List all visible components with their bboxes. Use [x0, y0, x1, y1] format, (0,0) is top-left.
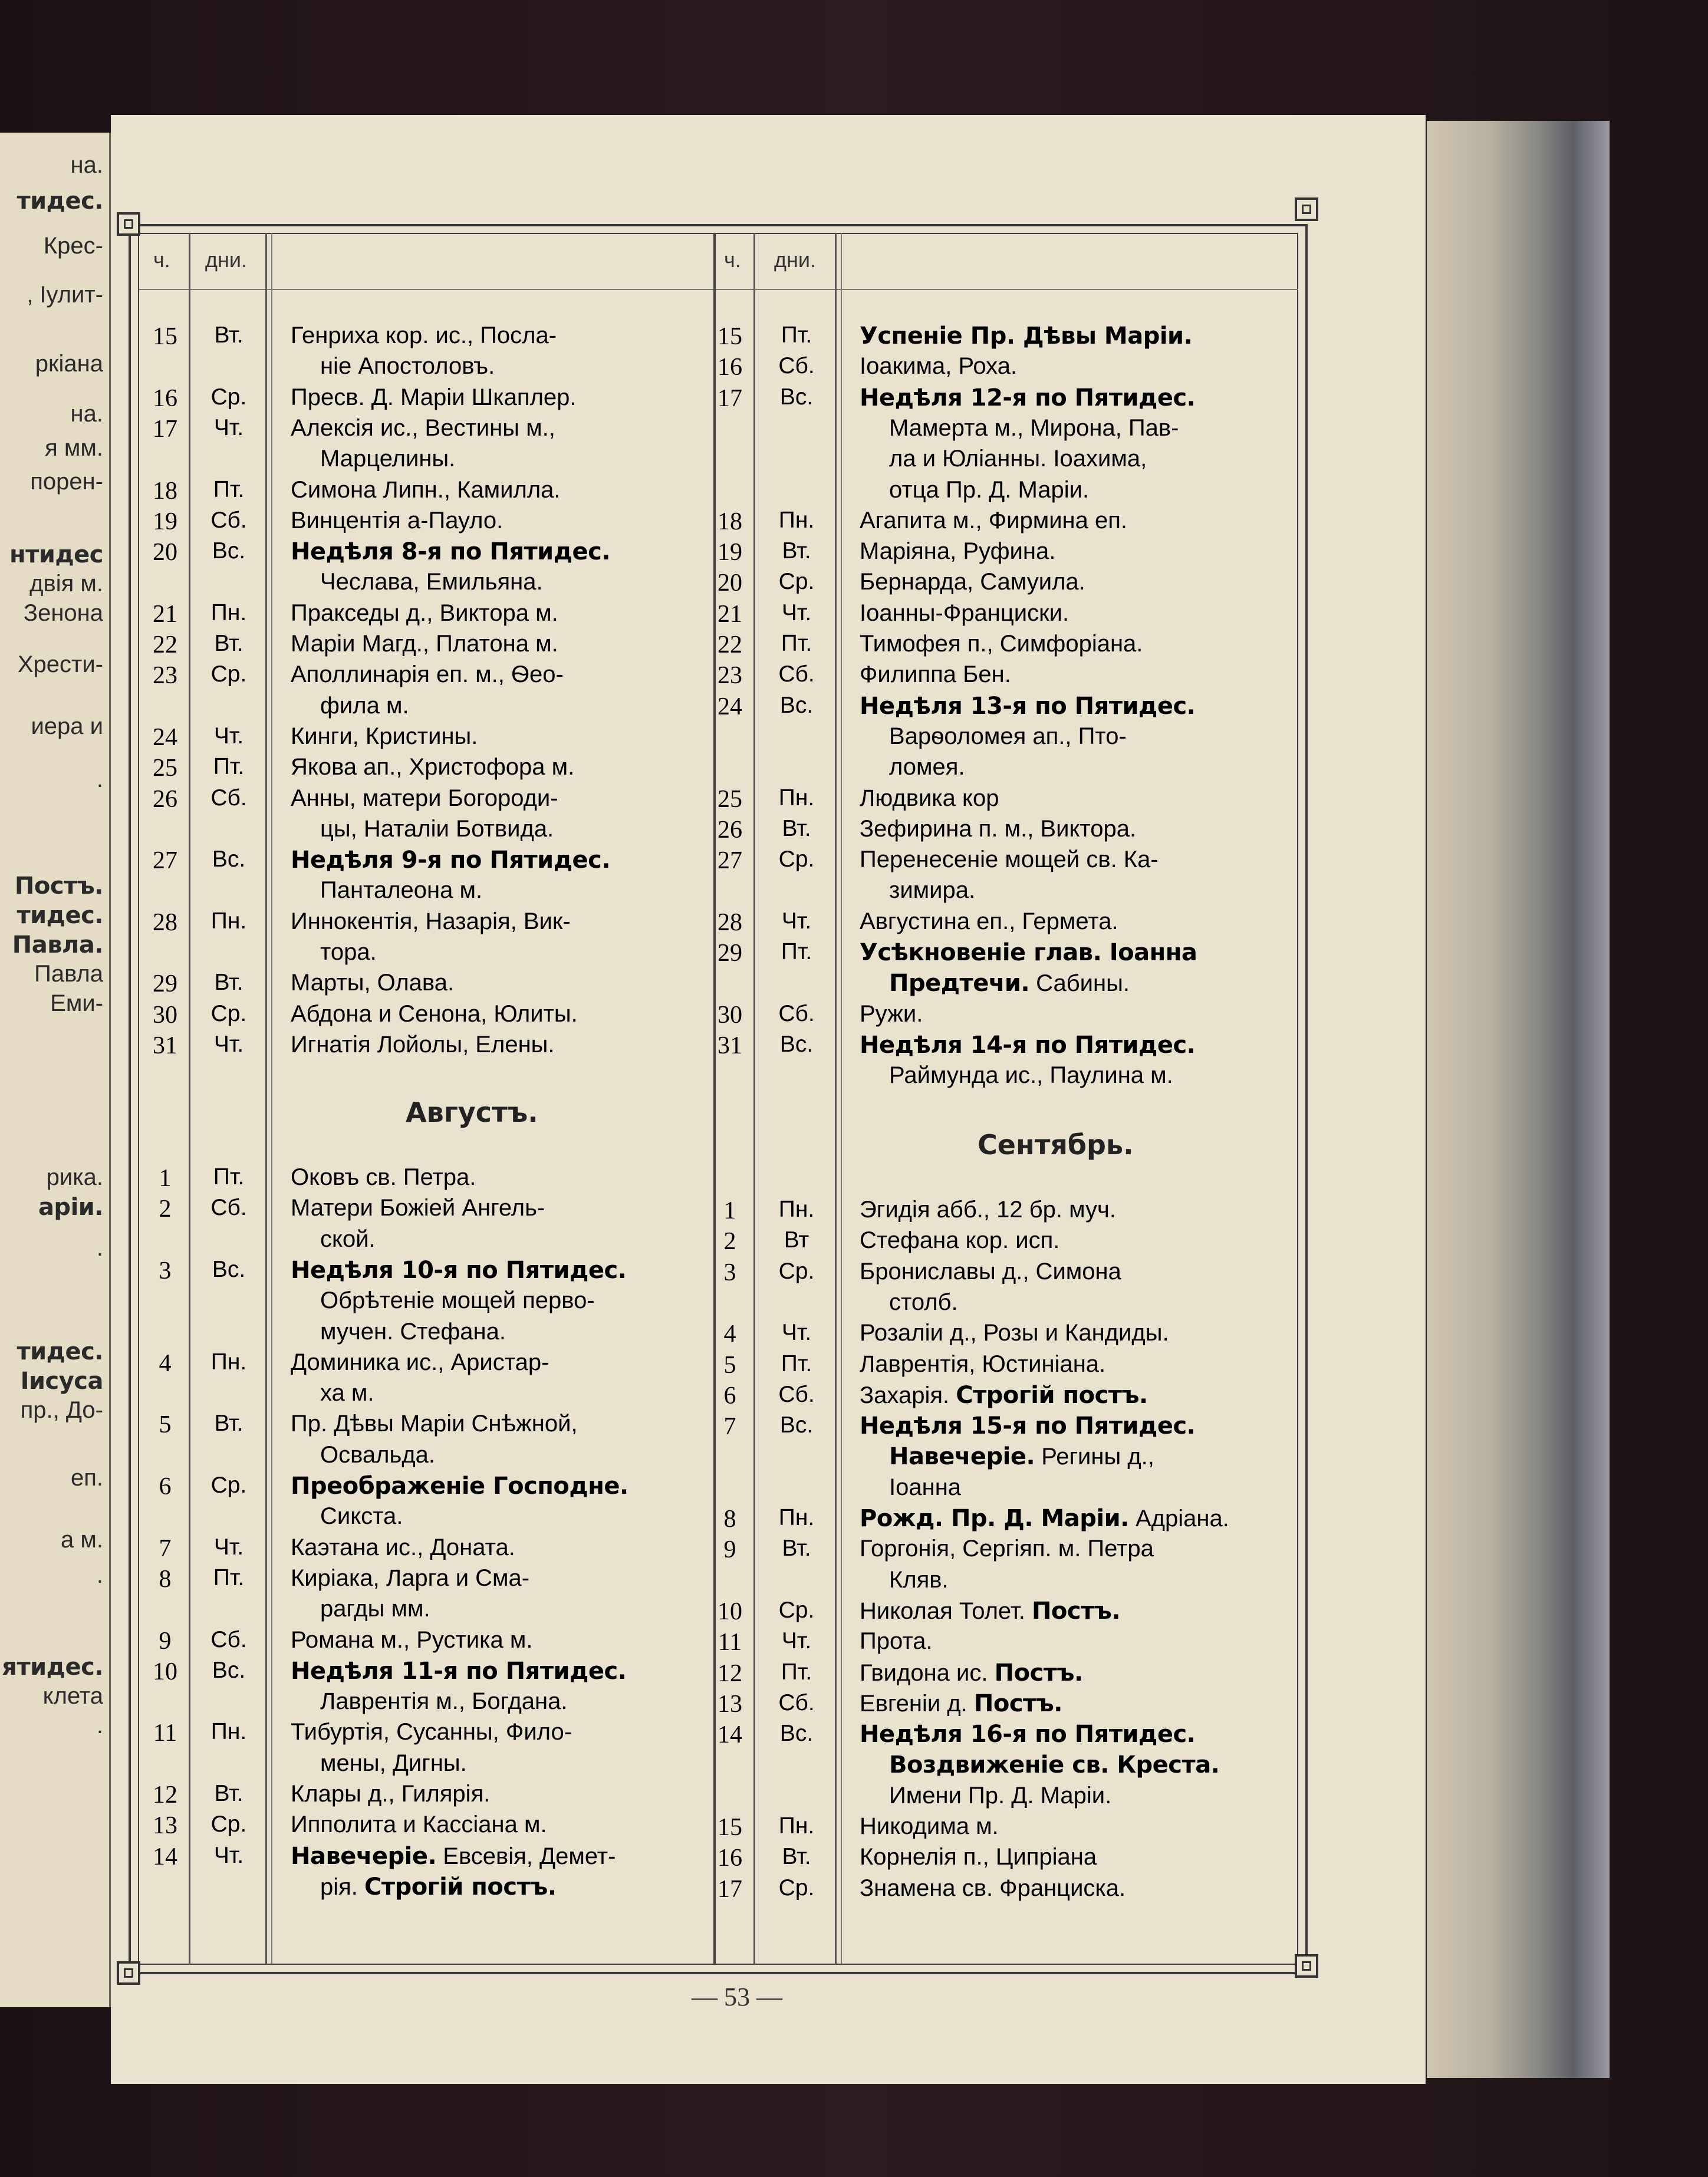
col-sep: [753, 233, 755, 1964]
saint-entry: Генриха кор. ис., Посла-: [291, 322, 557, 348]
saint-entry: Горгонія, Сергіяп. м. Петра: [860, 1536, 1154, 1562]
weekday: Пн.: [210, 908, 247, 934]
saint-entry: Рожд. Пр. Д. Маріи. Адріана.: [860, 1505, 1229, 1532]
saint-entry: Успеніе Пр. Дѣвы Маріи.: [860, 322, 1193, 350]
day-number: 11: [718, 1629, 742, 1656]
saint-entry: Преображеніе Господне.: [291, 1473, 628, 1500]
frame-bottom: [129, 1972, 1308, 1974]
weekday: Вт.: [782, 1536, 811, 1562]
saint-entry: Доминика ис., Аристар-: [291, 1349, 549, 1375]
corner-ornament: [117, 212, 140, 236]
day-number: 22: [718, 631, 742, 658]
left-page-text: , Іулит-: [27, 282, 103, 308]
weekday: Вс.: [779, 1412, 814, 1438]
corner-ornament: [1295, 1954, 1318, 1978]
day-number: 3: [159, 1257, 172, 1285]
saint-entry: Бернарда, Самуила.: [860, 569, 1085, 595]
day-number: 29: [718, 940, 742, 967]
saint-entry: Пресв. Д. Маріи Шкаплер.: [291, 384, 577, 410]
saint-entry: Недѣля 12-я по Пятидес.: [860, 384, 1196, 411]
weekday: Чт.: [213, 414, 244, 440]
saint-entry: мучен. Стефана.: [320, 1318, 506, 1345]
weekday: Вт.: [782, 1844, 811, 1870]
left-page-text: клета: [42, 1683, 103, 1709]
left-page-text: Павла.: [12, 931, 103, 959]
saint-entry: Тимофея п., Симфоріана.: [860, 631, 1143, 657]
saint-entry: ломея.: [889, 754, 965, 780]
weekday: Вт.: [214, 970, 243, 996]
day-number: 27: [153, 847, 177, 875]
weekday: Сб.: [778, 661, 815, 687]
saint-entry: Никодима м.: [860, 1813, 999, 1839]
saint-entry: цы, Наталіи Ботвида.: [320, 815, 554, 842]
day-number: 6: [159, 1473, 172, 1500]
page-edges: [1427, 121, 1610, 2078]
weekday: Пн.: [778, 507, 815, 533]
col-sep: [841, 233, 842, 1964]
day-number: 24: [718, 693, 742, 720]
saint-entry: Филиппа Бен.: [860, 661, 1011, 688]
corner-ornament: [117, 1961, 140, 1985]
weekday: Пн.: [210, 1719, 247, 1745]
month-september: Сентябрь.: [978, 1129, 1134, 1161]
weekday: Пн.: [778, 1197, 815, 1222]
saint-entry: Евгеніи д. Постъ.: [860, 1689, 1062, 1717]
weekday: Вс.: [779, 1721, 814, 1747]
weekday: Пт.: [781, 939, 812, 964]
weekday: Вт: [784, 1227, 809, 1253]
left-page-text: еп.: [70, 1465, 103, 1491]
saint-entry: Симона Липн., Камилла.: [291, 476, 561, 503]
col-sep: [835, 233, 837, 1964]
left-page-text: а м.: [61, 1527, 103, 1553]
saint-entry: Іоанны-Франциски.: [860, 600, 1069, 626]
header-line: [139, 289, 1298, 290]
saint-entry: Кинги, Кристины.: [291, 723, 478, 749]
left-page-text: .: [96, 1235, 103, 1261]
saint-entry: ха м.: [320, 1380, 374, 1407]
day-number: 26: [153, 785, 177, 813]
day-number: 14: [718, 1721, 742, 1749]
saint-entry: Марцелины.: [320, 446, 456, 472]
weekday: Вт.: [782, 815, 811, 841]
weekday: Вс.: [212, 847, 246, 872]
saint-entry: Стефана кор. исп.: [860, 1227, 1060, 1254]
left-page-text: нтидес: [9, 541, 103, 568]
weekday: Вс.: [779, 692, 814, 718]
weekday: Вт.: [214, 1781, 243, 1806]
weekday: Ср.: [210, 384, 247, 410]
corner-ornament: [1295, 197, 1318, 221]
day-number: 6: [723, 1382, 736, 1409]
weekday: Вт.: [214, 631, 243, 656]
left-page-text: иера и: [31, 713, 103, 739]
weekday: Пт.: [213, 476, 245, 502]
left-page-text: Хрести-: [17, 651, 103, 677]
saint-entry: мены, Дигны.: [320, 1750, 467, 1776]
left-page-text: .: [96, 766, 103, 792]
saint-entry: Усѣкновеніе глав. Іоанна: [860, 939, 1197, 966]
day-number: 23: [153, 662, 177, 690]
saint-entry: Навечеріе. Регины д.,: [889, 1443, 1154, 1471]
day-number: 21: [718, 600, 742, 628]
month-august: Августъ.: [406, 1096, 538, 1128]
saint-entry: Марты, Олава.: [291, 970, 455, 996]
frame-left: [129, 224, 131, 1975]
saint-entry: Брониславы д., Симона: [860, 1258, 1121, 1285]
saint-entry: зимира.: [889, 877, 976, 904]
day-number: 12: [718, 1659, 742, 1687]
day-number: 4: [723, 1320, 736, 1348]
weekday: Ср.: [778, 1875, 815, 1901]
day-number: 20: [153, 539, 177, 567]
saint-entry: Зефирина п. м., Виктора.: [860, 815, 1137, 842]
day-number: 9: [723, 1536, 736, 1564]
weekday: Вт.: [214, 1411, 243, 1437]
weekday: Вс.: [779, 384, 814, 410]
saint-entry: Панталеона м.: [320, 877, 483, 904]
weekday: Вт.: [782, 538, 811, 564]
day-number: 13: [718, 1690, 742, 1718]
saint-entry: Лаврентія м., Богдана.: [320, 1688, 568, 1715]
weekday: Пт.: [213, 754, 245, 780]
weekday: Ср.: [210, 1000, 247, 1026]
left-page-text: аріи.: [38, 1194, 103, 1221]
day-number: 30: [153, 1001, 177, 1029]
saint-entry: Каэтана ис., Доната.: [291, 1534, 515, 1560]
weekday: Ср.: [210, 1473, 247, 1498]
col-sep: [271, 233, 272, 1964]
weekday: Сб.: [210, 507, 247, 533]
saint-entry: Перенесеніе мощей св. Ка-: [860, 847, 1159, 873]
saint-entry: Клары д., Гилярія.: [291, 1781, 491, 1807]
frame-inner-top: [138, 233, 1298, 234]
day-number: 25: [153, 755, 177, 782]
saint-entry: Обрѣтеніе мощей перво-: [320, 1287, 595, 1314]
day-number: 19: [153, 508, 177, 535]
day-number: 15: [153, 323, 177, 350]
day-number: 1: [159, 1165, 172, 1192]
bold-emphasis: Строгій постъ.: [956, 1381, 1148, 1409]
weekday: Сб.: [778, 1689, 815, 1715]
saint-entry: Пракседы д., Виктора м.: [291, 600, 558, 626]
bold-emphasis: Рожд. Пр. Д. Маріи.: [860, 1505, 1129, 1532]
saint-entry: Іоакима, Роха.: [860, 353, 1018, 380]
saint-entry: Николая Толет. Постъ.: [860, 1597, 1121, 1625]
day-number: 27: [718, 847, 742, 875]
weekday: Ср.: [210, 1812, 247, 1837]
day-number: 28: [153, 908, 177, 936]
saint-entry: Маріи Магд., Платона м.: [291, 631, 558, 657]
left-page-text: Павла: [34, 961, 103, 987]
day-number: 23: [718, 662, 742, 690]
day-number: 16: [153, 384, 177, 412]
day-number: 1: [723, 1197, 736, 1224]
day-number: 28: [718, 908, 742, 936]
day-number: 15: [718, 323, 742, 350]
saint-entry: Киріака, Ларга и Сма-: [291, 1565, 530, 1591]
weekday: Чт.: [213, 1031, 244, 1057]
left-page-text: я мм.: [45, 435, 103, 461]
weekday: Сб.: [210, 1195, 247, 1221]
saint-entry: ской.: [320, 1226, 376, 1252]
saint-entry: Ипполита и Кассіана м.: [291, 1812, 547, 1838]
header-day: дни.: [205, 248, 247, 272]
saint-entry: Освальда.: [320, 1441, 436, 1468]
weekday: Ср.: [210, 661, 247, 687]
left-page-text: на.: [70, 401, 103, 427]
saint-entry: Недѣля 15-я по Пятидес.: [860, 1412, 1196, 1440]
left-page-text: .: [96, 1562, 103, 1588]
day-number: 7: [159, 1534, 172, 1562]
saint-entry: Захарія. Строгій постъ.: [860, 1381, 1148, 1409]
saint-entry: Алексія ис., Вестины м.,: [291, 414, 555, 441]
left-page-text: Постъ.: [14, 872, 103, 900]
weekday: Вс.: [212, 1256, 246, 1282]
saint-entry: Чеслава, Емильяна.: [320, 569, 543, 595]
day-number: 7: [723, 1413, 736, 1441]
saint-entry: Игнатія Лойолы, Елены.: [291, 1031, 555, 1058]
weekday: Чт.: [781, 1628, 812, 1654]
weekday: Пн.: [210, 600, 247, 625]
saint-entry: Матери Божіей Ангель-: [291, 1195, 545, 1221]
saint-entry: Воздвиженіе св. Креста.: [889, 1751, 1220, 1779]
frame-top: [129, 224, 1308, 226]
saint-entry: Прота.: [860, 1628, 933, 1655]
bold-emphasis: Постъ.: [994, 1659, 1083, 1687]
left-page-text: рика.: [46, 1164, 103, 1190]
weekday: Чт.: [781, 1320, 812, 1346]
weekday: Пн.: [778, 1813, 815, 1839]
day-number: 20: [718, 569, 742, 597]
weekday: Ср.: [778, 569, 815, 595]
day-number: 12: [153, 1781, 177, 1809]
bold-emphasis: Постъ.: [1031, 1597, 1121, 1625]
weekday: Пт.: [213, 1164, 245, 1190]
weekday: Вт.: [214, 322, 243, 348]
day-number: 9: [159, 1627, 172, 1655]
day-number: 29: [153, 970, 177, 998]
page-number: — 53 —: [692, 1982, 782, 2011]
weekday: Сб.: [778, 353, 815, 379]
bold-emphasis: Предтечи.: [889, 970, 1030, 997]
saint-entry: Недѣля 11-я по Пятидес.: [291, 1657, 627, 1685]
header-day: дни.: [774, 248, 816, 272]
left-page-text: .: [96, 1712, 103, 1738]
saint-entry: Недѣля 10-я по Пятидес.: [291, 1256, 627, 1284]
day-number: 18: [718, 508, 742, 535]
saint-entry: Раймунда ис., Паулина м.: [889, 1062, 1173, 1089]
saint-entry: Агапита м., Фирмина еп.: [860, 507, 1128, 533]
day-number: 10: [718, 1598, 742, 1625]
weekday: Пн.: [778, 1505, 815, 1530]
day-number: 22: [153, 631, 177, 658]
saint-entry: Недѣля 16-я по Пятидес.: [860, 1721, 1196, 1748]
weekday: Чт.: [213, 1842, 244, 1868]
left-page-text: на.: [70, 152, 103, 178]
bold-emphasis: Строгій постъ.: [364, 1873, 557, 1901]
header-num: ч.: [724, 248, 741, 272]
day-number: 5: [723, 1351, 736, 1379]
saint-entry: Сикста.: [320, 1503, 403, 1530]
day-number: 17: [153, 415, 177, 443]
saint-entry: столб.: [889, 1289, 958, 1315]
weekday: Ср.: [778, 1597, 815, 1623]
day-number: 13: [153, 1812, 177, 1840]
saint-entry: Абдона и Сенона, Юлиты.: [291, 1000, 578, 1027]
saint-entry: Варѳоломея ап., Пто-: [889, 723, 1127, 749]
day-number: 17: [718, 384, 742, 412]
saint-entry: Имени Пр. Д. Маріи.: [889, 1782, 1112, 1809]
saint-entry: рагды мм.: [320, 1596, 430, 1622]
saint-entry: Предтечи. Сабины.: [889, 970, 1130, 997]
day-number: 16: [718, 1845, 742, 1872]
saint-entry: Недѣля 14-я по Пятидес.: [860, 1031, 1196, 1059]
col-sep: [189, 233, 190, 1964]
saint-entry: Недѣля 8-я по Пятидес.: [291, 538, 611, 566]
weekday: Сб.: [210, 1626, 247, 1652]
day-number: 15: [718, 1814, 742, 1841]
day-number: 11: [153, 1720, 177, 1747]
day-number: 10: [153, 1658, 177, 1685]
weekday: Пт.: [781, 631, 812, 656]
saint-entry: Іоанна: [889, 1474, 962, 1500]
saint-entry: Навечеріе. Евсевія, Демет-: [291, 1842, 616, 1870]
col-sep: [265, 233, 267, 1964]
weekday: Сб.: [778, 1000, 815, 1026]
left-page-text: Іисуса: [20, 1368, 103, 1395]
weekday: Вс.: [779, 1031, 814, 1057]
saint-entry: Маріяна, Руфина.: [860, 538, 1056, 565]
saint-entry: Людвика кор: [860, 785, 999, 811]
left-page-fragment: [0, 133, 113, 2007]
frame-right: [1305, 224, 1308, 1975]
weekday: Чт.: [213, 1534, 244, 1560]
saint-entry: Лаврентія, Юстиніана.: [860, 1351, 1106, 1377]
left-page-text: тидес.: [17, 902, 103, 929]
weekday: Пт.: [213, 1565, 245, 1590]
day-number: 2: [723, 1228, 736, 1256]
weekday: Сб.: [778, 1381, 815, 1407]
left-page-text: порен-: [30, 469, 103, 495]
weekday: Пт.: [781, 1659, 812, 1685]
saint-entry: Недѣля 13-я по Пятидес.: [860, 692, 1196, 720]
saint-entry: Недѣля 9-я по Пятидес.: [291, 847, 611, 874]
left-page-text: Еми-: [50, 990, 103, 1016]
saint-entry: отца Пр. Д. Маріи.: [889, 476, 1090, 503]
frame-inner-right: [1297, 233, 1298, 1965]
day-number: 5: [159, 1411, 172, 1439]
day-number: 8: [159, 1565, 172, 1593]
day-number: 31: [153, 1032, 177, 1059]
saint-entry: Августина еп., Гермета.: [860, 908, 1118, 934]
saint-entry: ла и Юліанны. Іоахима,: [889, 446, 1147, 472]
day-number: 31: [718, 1032, 742, 1059]
saint-entry: Оковъ св. Петра.: [291, 1164, 476, 1190]
saint-entry: Знамена св. Франциска.: [860, 1875, 1126, 1901]
saint-entry: Иннокентія, Назарія, Вик-: [291, 908, 571, 934]
weekday: Чт.: [781, 600, 812, 625]
left-page-text: Зенона: [23, 600, 103, 626]
weekday: Пт.: [781, 1351, 812, 1376]
left-page-text: пр., До-: [20, 1397, 103, 1423]
saint-entry: Пр. Дѣвы Маріи Снѣжной,: [291, 1411, 578, 1437]
calendar-page: [111, 115, 1426, 2084]
left-page-text: Крес-: [43, 233, 103, 259]
day-number: 16: [718, 354, 742, 381]
weekday: Пн.: [778, 785, 815, 811]
saint-entry: Ружи.: [860, 1000, 923, 1027]
bold-emphasis: Навечеріе.: [889, 1443, 1035, 1471]
day-number: 30: [718, 1001, 742, 1029]
weekday: Ср.: [778, 847, 815, 872]
saint-entry: Корнелія п., Ципріана: [860, 1844, 1097, 1870]
left-page-text: двія м.: [29, 571, 103, 597]
left-page-text: тидес.: [17, 1338, 103, 1365]
saint-entry: Мамерта м., Мирона, Пав-: [889, 414, 1179, 441]
weekday: Вс.: [212, 1657, 246, 1683]
day-number: 17: [718, 1875, 742, 1903]
weekday: Вс.: [212, 538, 246, 564]
weekday: Чт.: [781, 908, 812, 934]
day-number: 25: [718, 785, 742, 813]
day-number: 21: [153, 600, 177, 628]
day-number: 24: [153, 723, 177, 751]
saint-entry: Романа м., Рустика м.: [291, 1626, 533, 1653]
weekday: Чт.: [213, 723, 244, 749]
saint-entry: тора.: [320, 939, 377, 965]
saint-entry: Эгидія абб., 12 бр. муч.: [860, 1197, 1116, 1223]
saint-entry: фила м.: [320, 692, 409, 719]
saint-entry: ніе Апостоловъ.: [320, 353, 495, 380]
saint-entry: Анны, матери Богороди-: [291, 785, 558, 811]
left-page-text: ркіана: [35, 351, 103, 377]
day-number: 19: [718, 539, 742, 567]
frame-inner-bottom: [138, 1964, 1298, 1965]
weekday: Пт.: [781, 322, 812, 348]
saint-entry: Аполлинарія еп. м., Ѳео-: [291, 661, 564, 688]
weekday: Сб.: [210, 785, 247, 811]
day-number: 3: [723, 1259, 736, 1286]
left-page-text: тидес.: [17, 187, 103, 215]
saint-entry: Якова ап., Христофора м.: [291, 754, 575, 780]
saint-entry: Гвидона ис. Постъ.: [860, 1659, 1083, 1687]
day-number: 14: [153, 1843, 177, 1870]
day-number: 26: [718, 816, 742, 844]
saint-entry: Розаліи д., Розы и Кандиды.: [860, 1320, 1169, 1346]
day-number: 4: [159, 1349, 172, 1377]
day-number: 8: [723, 1506, 736, 1533]
saint-entry: Кляв.: [889, 1566, 949, 1593]
saint-entry: Тибуртія, Сусанны, Фило-: [291, 1719, 572, 1745]
bold-emphasis: Навечеріе.: [291, 1842, 437, 1870]
header-num: ч.: [153, 248, 170, 272]
day-number: 18: [153, 477, 177, 505]
frame-inner-left: [138, 233, 139, 1965]
weekday: Ср.: [778, 1258, 815, 1284]
left-page-text: ятидес.: [2, 1654, 103, 1681]
day-number: 2: [159, 1195, 172, 1223]
saint-entry: рія. Строгій постъ.: [320, 1873, 557, 1901]
bold-emphasis: Постъ.: [973, 1689, 1062, 1717]
saint-entry: Винцентія а-Пауло.: [291, 507, 503, 533]
weekday: Пн.: [210, 1349, 247, 1375]
